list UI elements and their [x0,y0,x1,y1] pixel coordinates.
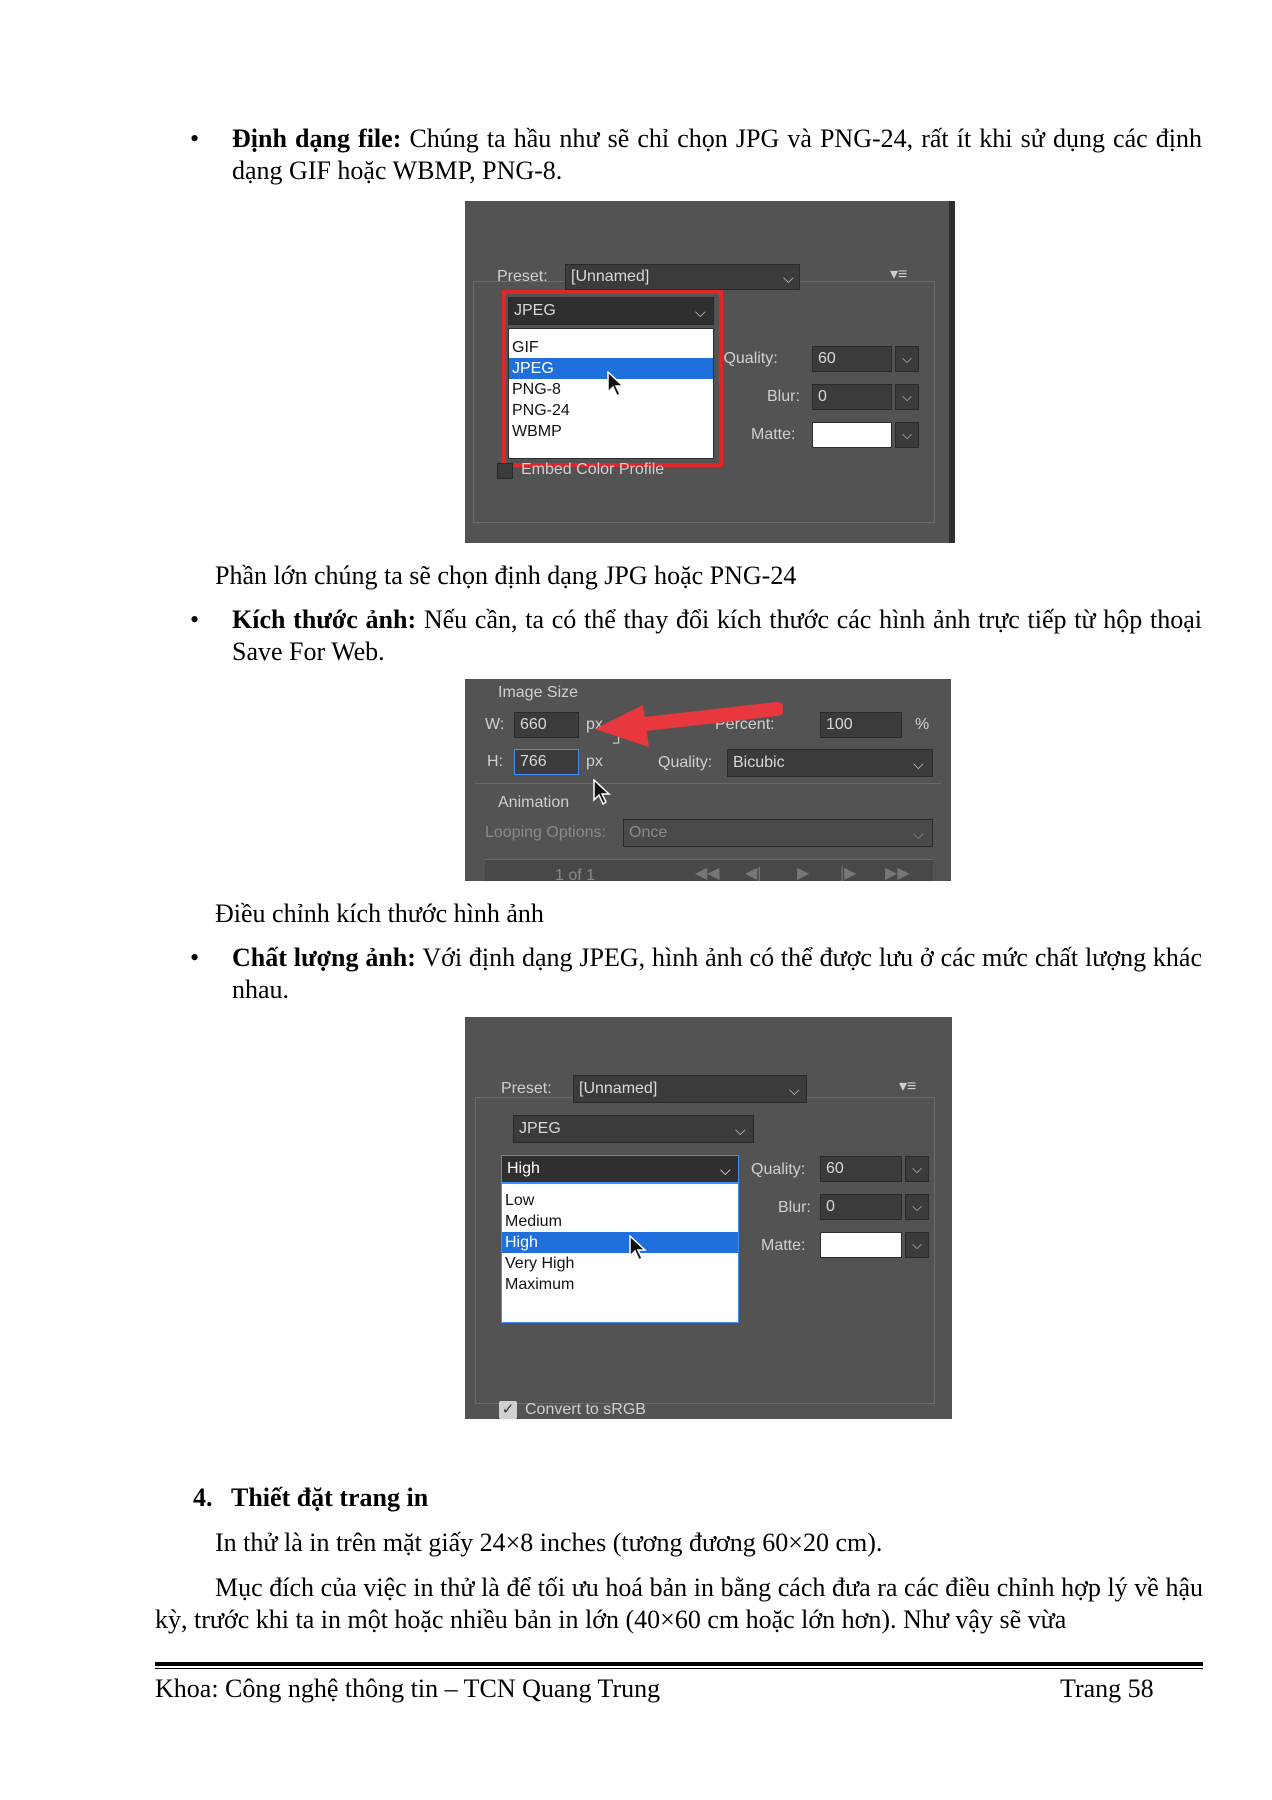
blur-stepper[interactable]: ⌵ [905,1194,929,1220]
preset-label: Preset: [497,268,548,285]
bullet-marker: • [190,124,200,153]
option-png-8[interactable]: PNG-8 [512,381,561,398]
percent-sign: % [915,716,930,733]
chevron-down-icon: ⌵ [695,304,706,320]
quality-options-list [501,1183,739,1323]
option-png-24[interactable]: PNG-24 [512,402,570,419]
height-unit: px [586,753,603,770]
matte-label: Matte: [761,1237,806,1254]
section-number: 4. [193,1483,213,1512]
preset-select[interactable]: [Unnamed] [573,1075,807,1103]
embed-label: Embed Color Profile [521,461,665,478]
footer-rule-thin [155,1668,1203,1669]
animation-title: Animation [498,794,570,811]
chevron-down-icon: ⌵ [783,270,794,286]
option-high[interactable]: High [502,1232,738,1253]
next-frame-icon[interactable]: |▶ [840,865,857,881]
width-input[interactable]: 660 [514,712,579,738]
resample-quality-label: Quality: [658,754,713,771]
mouse-pointer-icon [629,1235,647,1261]
chevron-down-icon: ⌵ [913,756,924,772]
preset-label: Preset: [501,1080,552,1097]
quality-preset-select[interactable]: High [501,1155,739,1183]
height-label: H: [487,753,503,770]
play-icon[interactable]: ▶ [797,865,810,881]
preset-menu-icon[interactable]: ▾≡ [899,1078,917,1095]
animation-controls [485,859,933,881]
convert-srgb-checkbox[interactable]: ✓ [499,1401,517,1419]
quality-label: Quality: [723,350,778,367]
format-select[interactable]: JPEG [508,297,714,325]
option-very-high[interactable]: Very High [505,1255,575,1272]
option-maximum[interactable]: Maximum [505,1276,575,1293]
format-select[interactable]: JPEG [513,1115,754,1143]
width-unit: px [586,716,603,733]
previous-frame-icon[interactable]: ◀| [745,865,762,881]
bullet-title: Chất lượng ảnh: [232,943,416,972]
bullet-marker: • [190,605,200,634]
first-frame-icon[interactable]: ◀◀ [695,865,720,881]
option-jpeg[interactable]: JPEG [509,358,713,379]
chevron-down-icon: ⌵ [913,826,924,842]
quality-label: Quality: [751,1161,806,1178]
option-low[interactable]: Low [505,1192,535,1209]
matte-swatch[interactable] [812,422,892,448]
screenshot-image-size [465,679,951,881]
preset-menu-icon[interactable]: ▾≡ [890,266,908,283]
blur-input[interactable]: 0 [820,1194,902,1220]
footer-department: Khoa: Công nghệ thông tin – TCN Quang Trung [155,1674,661,1703]
mouse-pointer-icon [607,371,625,397]
bullet-title: Kích thước ảnh: [232,605,417,634]
percent-input[interactable]: 100 [820,712,902,738]
percent-label: Percent: [715,716,775,733]
chevron-down-icon: ⌵ [789,1082,800,1098]
bullet-file-format [190,123,1202,187]
section-divider [475,783,941,784]
bullet-image-quality [190,942,1202,1006]
bullet-title: Định dạng file: [232,124,402,153]
bullet-image-size [190,604,1202,668]
blur-label: Blur: [767,388,800,405]
matte-stepper[interactable]: ⌵ [905,1232,929,1258]
blur-input[interactable]: 0 [812,384,892,410]
matte-stepper[interactable]: ⌵ [895,422,919,448]
looping-select[interactable]: Once [623,819,933,847]
option-medium[interactable]: Medium [505,1213,562,1230]
quality-input[interactable]: 60 [812,346,892,372]
last-frame-icon[interactable]: ▶▶ [885,865,910,881]
quality-stepper[interactable]: ⌵ [895,346,919,372]
image-size-title: Image Size [498,684,579,701]
blur-label: Blur: [778,1199,811,1216]
footer-rule-thick [155,1662,1203,1666]
bullet-text [232,604,1202,668]
section-title: Thiết đặt trang in [231,1483,429,1512]
width-label: W: [485,716,505,733]
bullet-body-text: Với định dạng JPEG, hình ảnh có thể được lưu ở các mức chất lượng khác nhau. [232,943,1203,1004]
link-icon[interactable]: ┘ [613,735,625,752]
chevron-down-icon: ⌵ [720,1162,731,1178]
matte-swatch[interactable] [820,1232,902,1258]
option-wbmp[interactable]: WBMP [512,423,562,440]
quality-input[interactable]: 60 [820,1156,902,1182]
caption-image-size: Điều chỉnh kích thước hình ảnh [215,899,544,928]
panel-edge [949,201,955,543]
mouse-pointer-icon [593,779,611,805]
bullet-text [232,942,1202,1006]
screenshot-format-dropdown [465,201,955,543]
blur-stepper[interactable]: ⌵ [895,384,919,410]
red-arrow-annotation [593,697,783,757]
frame-counter: 1 of 1 [555,867,596,881]
option-gif[interactable]: GIF [512,339,539,356]
bullet-body-text: Nếu cần, ta có thể thay đổi kích thước các hình ảnh trực tiếp từ hộp thoại Save For Web. [232,605,1202,666]
chevron-down-icon: ⌵ [735,1122,746,1138]
bullet-text [232,123,1202,187]
matte-label: Matte: [751,426,796,443]
paragraph-purpose: Mục đích của việc in thử là để tối ưu hoá bản in bằng cách đưa ra các điều chỉnh hợp lý về hậu kỳ, trước khi ta in một hoặc nhiều bản in lớn (40×60 cm hoặc lớn hơn). Như vậy sẽ vừa [155,1573,1203,1634]
paragraph-test-print: In thử là in trên mặt giấy 24×8 inches (tương đương 60×20 cm). [215,1528,883,1557]
resample-quality-select[interactable]: Bicubic [727,749,933,777]
height-input[interactable]: 766 [514,749,579,775]
quality-stepper[interactable]: ⌵ [905,1156,929,1182]
bullet-marker: • [190,943,200,972]
caption-format: Phần lớn chúng ta sẽ chọn định dạng JPG hoặc PNG-24 [215,561,797,590]
looping-label: Looping Options: [485,824,606,841]
bullet-body-text: Chúng ta hầu như sẽ chỉ chọn JPG và PNG-24, rất ít khi sử dụng các định dạng GIF hoặc WBMP, PNG-8. [232,124,1202,185]
screenshot-quality-dropdown [465,1017,952,1419]
preset-select[interactable]: [Unnamed] [565,264,800,290]
footer-page-number: Trang 58 [1060,1674,1154,1703]
embed-checkbox[interactable] [497,463,513,479]
convert-srgb-label: Convert to sRGB [525,1401,646,1418]
section-heading [193,1482,428,1514]
